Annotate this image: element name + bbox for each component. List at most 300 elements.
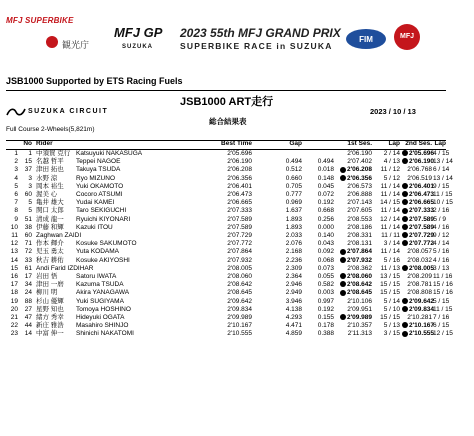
cell-pos: 14 — [10, 256, 18, 264]
cell-2nd-ses-value: 2'10.167 — [409, 322, 435, 330]
kanko-logo-mark — [46, 36, 58, 48]
cell-1st-ses-value: 2'10.106 — [347, 297, 372, 305]
fim-logo — [345, 28, 387, 50]
cell-rider-jp: 関口 太郎 — [36, 207, 64, 215]
best-lap-dot-icon — [402, 208, 408, 214]
cell-pos: 8 — [14, 207, 18, 215]
cell-best-time: 2'07.589 — [227, 215, 252, 223]
cell-best-time: 2'07.932 — [227, 256, 252, 264]
cell-rider-en: Ryuichi KIYONARI — [76, 215, 131, 223]
cell-1st-ses — [336, 257, 372, 265]
cell-gap: 0.705 — [285, 182, 302, 190]
cell-interval: 0.045 — [317, 182, 334, 190]
cell-lap2: 9 / 12 — [433, 232, 450, 239]
event-subtitle: SUPERBIKE RACE in SUZUKA — [180, 41, 333, 51]
cell-2nd-ses-value: 2'06.401 — [409, 182, 435, 190]
cell-lap2: 13 / 14 — [433, 174, 453, 182]
cell-interval: 0.148 — [317, 174, 334, 182]
cell-2nd-ses-value: 2'07.589 — [409, 215, 435, 223]
cell-no: 34 — [24, 281, 32, 289]
cell-rider-en: Taro SEKIGUCHI — [76, 207, 127, 215]
cell-1st-ses — [336, 150, 372, 158]
cell-2nd-ses — [402, 182, 435, 191]
cell-best-time: 2'06.665 — [227, 199, 252, 207]
cell-gap: 0.660 — [285, 174, 302, 182]
mfj-superbike-text: MFJ SUPERBIKE — [6, 16, 74, 25]
cell-rider-en: Ryo MIZUNO — [76, 174, 115, 182]
cell-gap: 2.946 — [285, 281, 302, 289]
cell-2nd-ses-value: 2'07.333 — [409, 207, 435, 215]
cell-2nd-ses — [402, 314, 432, 322]
cell-interval: 0.092 — [317, 248, 334, 256]
cell-best-time: 2'07.333 — [227, 207, 252, 215]
table-row — [6, 289, 453, 297]
best-lap-dot-icon — [402, 232, 408, 238]
circuit-shape-icon — [6, 106, 26, 118]
table-row — [6, 330, 453, 338]
cell-1st-ses-value: 2'06.356 — [346, 174, 372, 182]
cell-best-time: 2'08.060 — [227, 273, 252, 280]
cell-2nd-ses-value: 2'10.281 — [407, 314, 432, 321]
cell-rider-en: Cocoro ATSUMI — [76, 191, 123, 198]
best-lap-dot-icon — [402, 240, 408, 246]
cell-1st-ses-value: 2'11.313 — [347, 330, 372, 338]
col-2nd-ses: 2nd Ses. — [405, 140, 432, 147]
cell-interval: 0.192 — [317, 305, 334, 313]
cell-pos: 20 — [10, 305, 18, 313]
results-subtitle: 総合結果表 — [209, 117, 247, 126]
cell-rider-jp: 清成 龍一 — [36, 215, 64, 223]
suzuka-circuit-logo — [6, 106, 116, 120]
col-gap: Gap — [289, 140, 302, 147]
cell-gap: 0.777 — [285, 191, 302, 198]
cell-lap1: 11 / 11 — [381, 232, 400, 239]
cell-1st-ses-value: 2'08.331 — [347, 232, 372, 239]
cell-best-time: 2'07.772 — [227, 240, 252, 248]
cell-1st-ses — [336, 281, 372, 289]
cell-pos: 3 — [14, 166, 18, 174]
cell-1st-ses-value: 2'08.131 — [347, 240, 372, 248]
cell-interval: 0.178 — [317, 322, 334, 330]
cell-2nd-ses — [402, 273, 432, 281]
col-best: Best Time — [221, 140, 252, 147]
cell-2nd-ses — [402, 305, 435, 314]
best-lap-dot-icon — [340, 257, 346, 263]
table-row — [6, 182, 450, 191]
cell-1st-ses-value: 2'06.208 — [346, 166, 372, 174]
cell-pos: 4 — [14, 174, 18, 182]
cell-lap1: 13 / 15 — [380, 273, 400, 280]
cell-no: 72 — [24, 248, 32, 256]
race-title: JSB1000 ART走行 — [180, 96, 274, 108]
cell-rider-en: Masahiro SHINJO — [76, 322, 129, 330]
cell-lap1: 3 / 15 — [383, 330, 400, 338]
table-row — [6, 305, 453, 314]
cell-gap: 1.893 — [285, 215, 302, 223]
cell-1st-ses-value: 2'07.143 — [347, 199, 372, 207]
cell-rider-en: Teppei NAGOE — [76, 158, 121, 166]
cell-rider-en: Kazuki ITOU — [76, 223, 113, 231]
cell-2nd-ses-value: 2'08.209 — [407, 273, 432, 280]
cell-no: 5 — [28, 199, 32, 207]
cell-2nd-ses — [402, 191, 435, 199]
cell-2nd-ses — [402, 166, 432, 174]
cell-2nd-ses — [402, 199, 435, 207]
best-lap-dot-icon — [402, 183, 408, 189]
cell-pos: 2 — [14, 158, 18, 166]
cell-lap2: 13 / 14 — [433, 158, 453, 166]
cell-interval: 0.388 — [317, 330, 334, 338]
cell-2nd-ses — [402, 264, 435, 273]
cell-pos: 9 — [14, 215, 18, 223]
cell-lap1: 11 / 12 — [380, 166, 400, 174]
page-header — [0, 0, 474, 62]
cell-1st-ses — [336, 183, 372, 191]
cell-lap1: 4 / 13 — [383, 158, 400, 166]
table-header — [6, 140, 446, 148]
cell-lap2: 4 / 16 — [433, 256, 450, 264]
cell-rider-jp: 岡本 裕生 — [36, 182, 64, 190]
cell-interval: 0.494 — [317, 158, 334, 166]
table-row — [6, 264, 450, 273]
cell-gap: 0.494 — [285, 158, 302, 166]
cell-lap2: 11 / 15 — [433, 191, 453, 198]
cell-gap: 1.893 — [285, 223, 302, 231]
cell-best-time: 2'09.989 — [227, 314, 252, 321]
support-line: JSB1000 Supported by ETS Racing Fuels — [6, 76, 183, 86]
cell-best-time: 2'07.864 — [227, 248, 252, 256]
cell-1st-ses — [336, 240, 372, 248]
cell-2nd-ses-value: 2'07.772 — [409, 240, 435, 248]
cell-rider-jp: 亀井 雄大 — [36, 199, 64, 207]
best-lap-dot-icon — [340, 167, 346, 173]
cell-lap1: 5 / 16 — [383, 256, 400, 264]
cell-1st-ses — [336, 158, 372, 166]
table-row — [6, 232, 450, 240]
cell-best-time: 2'09.642 — [227, 297, 252, 305]
best-lap-dot-icon — [402, 298, 408, 304]
cell-interval: 0.997 — [317, 297, 334, 305]
divider — [6, 90, 446, 91]
table-row — [6, 322, 450, 330]
cell-rider-jp: 水野 涼 — [36, 174, 58, 182]
cell-pos: 22 — [10, 322, 18, 330]
best-lap-dot-icon — [340, 175, 346, 181]
cell-gap: 4.138 — [285, 305, 302, 313]
cell-1st-ses-value: 2'09.989 — [346, 314, 372, 321]
mfj-superbike-logo — [6, 10, 96, 25]
cell-gap: 2.033 — [285, 232, 302, 239]
cell-2nd-ses — [402, 240, 435, 248]
cell-lap1: 5 / 13 — [383, 322, 400, 330]
cell-rider-jp: 中富 伸一 — [36, 330, 64, 338]
cell-lap1: 15 / 15 — [380, 314, 400, 321]
cell-rider-jp: 新庄 雅浩 — [36, 322, 64, 330]
cell-2nd-ses — [402, 223, 435, 232]
cell-1st-ses — [336, 265, 372, 273]
cell-rider-en: Kosuke AKIYOSHI — [76, 256, 130, 264]
race-date: 2023 / 10 / 13 — [370, 107, 416, 116]
cell-lap1: 11 / 14 — [380, 191, 400, 198]
cell-2nd-ses-value: 2'06.768 — [407, 166, 432, 174]
cell-1st-ses-value: 2'06.888 — [347, 191, 372, 198]
cell-1st-ses-value: 2'08.362 — [347, 264, 372, 272]
cell-gap: 2.168 — [285, 248, 302, 256]
cell-gap: 3.946 — [285, 297, 302, 305]
cell-interval: 0.072 — [317, 191, 334, 198]
cell-best-time: 2'06.473 — [227, 191, 252, 198]
cell-2nd-ses-value: 2'08.032 — [407, 256, 432, 264]
cell-1st-ses-value: 2'06.573 — [347, 182, 372, 190]
cell-2nd-ses — [402, 207, 435, 215]
cell-pos: 6 — [14, 191, 18, 198]
cell-1st-ses-value: 2'07.402 — [347, 158, 372, 166]
best-lap-dot-icon — [340, 290, 346, 296]
cell-no: 24 — [24, 289, 32, 297]
cell-lap2: 5 / 9 — [433, 215, 446, 223]
best-lap-dot-icon — [402, 199, 408, 205]
col-no: No — [23, 140, 32, 147]
cell-lap1: 2 / 14 — [383, 150, 400, 157]
cell-rider-en: Takuya TSUDA — [76, 166, 121, 174]
best-lap-dot-icon — [402, 331, 408, 337]
event-title: 2023 55th MFJ GRAND PRIX — [180, 26, 341, 40]
cell-interval: 0.055 — [317, 273, 334, 280]
cell-rider-en: Akira YANAGAWA — [76, 289, 130, 297]
cell-pos: 12 — [10, 240, 18, 248]
col-1st-ses: 1st Ses. — [347, 140, 372, 147]
cell-2nd-ses-value: 2'07.729 — [409, 232, 435, 239]
cell-gap: 2.309 — [285, 264, 302, 272]
cell-no: 33 — [24, 256, 32, 264]
cell-rider-en: Hideyuki OGATA — [76, 314, 125, 321]
cell-rider-jp: 秋吉 耕佑 — [36, 256, 64, 264]
cell-1st-ses-value: 2'08.060 — [346, 273, 372, 280]
table-row — [6, 166, 450, 174]
cell-rider-en: Katsuyuki NAKASUGA — [76, 150, 143, 157]
best-lap-dot-icon — [402, 216, 408, 222]
cell-no: 51 — [24, 215, 32, 223]
cell-lap1: 11 / 14 — [380, 248, 400, 256]
cell-no: 60 — [24, 191, 32, 198]
cell-2nd-ses — [402, 281, 432, 289]
cell-rider-jp: 作本 輝介 — [36, 240, 64, 248]
cell-pos: 15 — [10, 264, 18, 272]
cell-no: 44 — [24, 322, 32, 330]
cell-lap1: 15 / 15 — [380, 281, 400, 289]
cell-best-time: 2'10.555 — [227, 330, 252, 338]
kanko-label: 観光庁 — [62, 40, 90, 50]
cell-rider-jp: 名越 哲平 — [36, 158, 64, 166]
table-row — [6, 273, 453, 281]
cell-rider-en: Shinichi NAKATOMI — [76, 330, 134, 338]
cell-1st-ses — [336, 232, 372, 240]
cell-rider-jp: 津田 拓也 — [36, 166, 64, 174]
cell-2nd-ses-value: 2'09.642 — [409, 297, 435, 305]
cell-rider-jp: 津田 一磨 — [36, 281, 64, 289]
cell-pos: 23 — [10, 330, 18, 338]
cell-2nd-ses — [402, 330, 435, 338]
cell-gap: 2.949 — [285, 289, 302, 297]
table-row — [6, 174, 453, 183]
cell-gap: 0.512 — [285, 166, 302, 174]
cell-best-time: 2'05.696 — [227, 150, 252, 157]
cell-rider-jp: Andi Farid IZDIHAR — [36, 264, 94, 272]
cell-2nd-ses-value: 2'06.519 — [407, 174, 432, 182]
cell-lap1: 11 / 14 — [380, 207, 400, 215]
cell-best-time: 2'07.589 — [227, 223, 252, 231]
cell-rider-jp: 緒方 秀幸 — [36, 314, 64, 321]
mfj-gp-logo-sub: SUZUKA — [122, 44, 153, 50]
cell-rider-jp: 杉山 優輝 — [36, 297, 64, 305]
cell-interval: 0.192 — [317, 199, 334, 207]
cell-2nd-ses-value: 2'08.057 — [407, 248, 432, 256]
circuit-name: SUZUKA CIRCUIT — [28, 108, 109, 115]
cell-lap2: 3 / 13 — [433, 264, 450, 272]
best-lap-dot-icon — [340, 273, 346, 279]
best-lap-dot-icon — [402, 322, 408, 328]
cell-interval: 0.000 — [317, 223, 334, 231]
table-row — [6, 191, 453, 199]
cell-best-time: 2'10.167 — [227, 322, 252, 330]
col-lap1: Lap — [388, 140, 400, 147]
cell-rider-jp: 児玉 勇太 — [36, 248, 64, 256]
cell-no: 60 — [24, 232, 32, 239]
course-info: Full Course 2-Wheels(5,821m) — [6, 126, 95, 133]
table-row — [6, 240, 450, 248]
cell-rider-jp: 岩田 悟 — [36, 273, 58, 280]
table-row — [6, 248, 450, 256]
cell-1st-ses-value: 2'06.190 — [347, 150, 372, 157]
cell-no: 37 — [24, 166, 32, 174]
best-lap-dot-icon — [340, 249, 346, 255]
cell-2nd-ses — [402, 257, 432, 265]
cell-1st-ses-value: 2'08.553 — [347, 215, 372, 223]
cell-rider-en: Yuki SUGIYAMA — [76, 297, 124, 305]
cell-best-time: 2'06.401 — [227, 182, 252, 190]
cell-rider-jp: 星野 知也 — [36, 305, 64, 313]
cell-pos: 19 — [10, 297, 18, 305]
cell-rider-jp: 柳川 明 — [36, 289, 58, 297]
cell-2nd-ses-value: 2'06.665 — [409, 199, 435, 207]
cell-1st-ses-value: 2'07.605 — [347, 207, 372, 215]
cell-1st-ses — [336, 322, 372, 330]
cell-lap2: 6 / 14 — [433, 166, 450, 174]
cell-best-time: 2'08.645 — [227, 289, 252, 297]
cell-interval: 0.140 — [317, 232, 334, 239]
cell-interval: 0.003 — [317, 289, 334, 297]
cell-pos: 17 — [10, 281, 18, 289]
cell-gap: 2.364 — [285, 273, 302, 280]
cell-best-time: 2'09.834 — [227, 305, 252, 313]
cell-2nd-ses-value: 2'05.696 — [409, 150, 435, 157]
cell-lap1: 5 / 10 — [383, 305, 400, 313]
cell-lap2: 11 / 16 — [433, 273, 453, 280]
cell-interval: 0.068 — [317, 256, 334, 264]
cell-best-time: 2'06.190 — [227, 158, 252, 166]
cell-lap2: 15 / 16 — [433, 281, 453, 289]
cell-lap2: 4 / 14 — [433, 240, 450, 248]
cell-rider-en: Yudai KAMEI — [76, 199, 115, 207]
cell-rider-en: Tomoya HOSHINO — [76, 305, 131, 313]
cell-lap2: 2 / 16 — [433, 207, 450, 215]
cell-interval: 0.073 — [317, 264, 334, 272]
cell-lap1: 5 / 12 — [383, 174, 400, 182]
cell-pos: 18 — [10, 289, 18, 297]
table-row — [6, 216, 446, 224]
cell-no: 5 — [28, 207, 32, 215]
table-row — [6, 223, 450, 232]
cell-2nd-ses — [402, 175, 432, 183]
cell-1st-ses — [336, 273, 372, 281]
cell-2nd-ses-value: 2'06.473 — [409, 191, 435, 198]
cell-no: 17 — [24, 273, 32, 280]
cell-1st-ses — [336, 166, 372, 174]
cell-lap1: 15 / 15 — [380, 289, 400, 297]
cell-1st-ses-value: 2'08.642 — [346, 281, 372, 289]
cell-1st-ses — [336, 224, 372, 232]
cell-no: 47 — [24, 314, 32, 321]
cell-gap: 2.236 — [285, 256, 302, 264]
cell-2nd-ses-value: 2'07.589 — [409, 223, 435, 231]
cell-pos: 5 — [14, 182, 18, 190]
cell-1st-ses — [336, 330, 372, 338]
cell-1st-ses-value: 2'09.951 — [347, 305, 372, 313]
cell-no: 27 — [24, 305, 32, 313]
cell-no: 3 — [28, 182, 32, 190]
cell-rider-jp: Zaghwan ZAIDI — [36, 232, 82, 239]
cell-no: 38 — [24, 223, 32, 231]
cell-rider-en: Yuta KODAMA — [76, 248, 119, 256]
best-lap-dot-icon — [340, 314, 346, 320]
cell-2nd-ses — [402, 297, 435, 306]
best-lap-dot-icon — [402, 158, 408, 164]
best-lap-dot-icon — [402, 306, 408, 312]
cell-no: 14 — [24, 330, 32, 338]
cell-2nd-ses — [402, 158, 435, 166]
cell-1st-ses-value: 2'08.186 — [347, 223, 372, 231]
cell-lap1: 12 / 14 — [380, 215, 400, 223]
cell-rider-en: Satoru IWATA — [76, 273, 117, 280]
table-row — [6, 150, 450, 158]
cell-lap2: 12 / 15 — [433, 330, 453, 338]
cell-best-time: 2'08.005 — [227, 264, 252, 272]
cell-pos: 16 — [10, 273, 18, 280]
cell-rider-jp: 渥美 心 — [36, 191, 58, 198]
cell-1st-ses — [336, 298, 372, 306]
cell-interval: 0.582 — [317, 281, 334, 289]
cell-1st-ses — [336, 289, 372, 297]
cell-pos: 7 — [14, 199, 18, 207]
table-row — [6, 199, 453, 207]
cell-best-time: 2'08.642 — [227, 281, 252, 289]
cell-rider-en: Yuki OKAMOTO — [76, 182, 124, 190]
cell-lap2: 5 / 16 — [433, 248, 450, 256]
cell-lap1: 11 / 14 — [380, 223, 400, 231]
cell-lap1: 3 / 14 — [383, 240, 400, 248]
cell-pos: 11 — [11, 232, 18, 239]
table-row — [6, 281, 453, 289]
cell-1st-ses — [336, 248, 372, 256]
cell-pos: 13 — [10, 248, 18, 256]
cell-2nd-ses — [402, 289, 432, 297]
cell-rider-jp: 伊藤 和輝 — [36, 223, 64, 231]
cell-2nd-ses — [402, 150, 435, 158]
cell-2nd-ses — [402, 232, 435, 240]
cell-no: 61 — [24, 264, 32, 272]
cell-2nd-ses — [402, 322, 435, 330]
cell-2nd-ses-value: 2'06.190 — [409, 158, 435, 166]
